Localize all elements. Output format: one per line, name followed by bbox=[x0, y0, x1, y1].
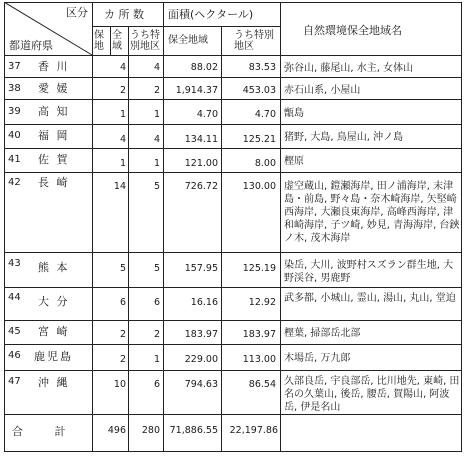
rule-row-42 bbox=[4, 172, 462, 173]
rule-total bbox=[4, 414, 462, 415]
row-toku: 5 bbox=[153, 181, 160, 192]
row-no: 39 bbox=[8, 106, 21, 117]
row-toku: 1 bbox=[153, 109, 160, 120]
row-hozen: 4.70 bbox=[196, 109, 218, 120]
row-no: 41 bbox=[8, 154, 21, 165]
row-hozen: 121.00 bbox=[184, 158, 218, 169]
header-names: 自然環境保全地域名 bbox=[303, 24, 402, 37]
row-pref: 福 岡 bbox=[38, 129, 70, 142]
row-zen: 5 bbox=[119, 263, 126, 274]
row-hozen: 88.02 bbox=[190, 62, 218, 73]
rule-row-38 bbox=[4, 77, 462, 78]
row-pref: 大 分 bbox=[38, 295, 70, 308]
row-pref: 鹿児島 bbox=[34, 350, 73, 363]
rule-bottom bbox=[4, 451, 462, 452]
header-count-tokubetsu: うち特別地区 bbox=[130, 30, 160, 52]
rule-row-41 bbox=[4, 148, 462, 149]
rule-row-45 bbox=[4, 320, 462, 321]
row-no: 43 bbox=[8, 258, 21, 269]
row-pref: 佐 賀 bbox=[38, 153, 70, 166]
row-pref: 香 川 bbox=[38, 60, 70, 73]
rule-row-39 bbox=[4, 99, 462, 100]
row-names: 弥谷山, 藤尾山, 水主, 女体山 bbox=[284, 63, 414, 74]
row-tokuarea: 12.92 bbox=[248, 297, 276, 308]
row-pref: 宮 崎 bbox=[38, 325, 70, 338]
row-zen: 6 bbox=[119, 297, 126, 308]
header-area-hozen: 保全地域 bbox=[168, 35, 208, 46]
header-kubun: 区分 bbox=[66, 6, 88, 19]
row-zen: 2 bbox=[119, 85, 126, 96]
row-no: 37 bbox=[8, 61, 21, 72]
row-tokuarea: 130.00 bbox=[242, 181, 276, 192]
row-zen: 1 bbox=[119, 158, 126, 169]
row-zen: 1 bbox=[119, 109, 126, 120]
header-count-hochi: 保地 bbox=[94, 30, 104, 52]
total-toku: 280 bbox=[141, 425, 160, 436]
row-no: 47 bbox=[8, 376, 21, 387]
row-tokuarea: 83.53 bbox=[248, 62, 276, 73]
row-hozen: 794.63 bbox=[184, 379, 218, 390]
row-tokuarea: 453.03 bbox=[242, 85, 276, 96]
header-count-group: カ 所 数 bbox=[104, 8, 144, 21]
rule-hozen bbox=[221, 26, 222, 452]
row-tokuarea: 125.21 bbox=[242, 134, 276, 145]
total-hozen: 71,886.55 bbox=[169, 425, 218, 436]
row-names: 猪野, 大島, 鳥屋山, 沖ノ島 bbox=[284, 132, 404, 143]
row-toku: 6 bbox=[153, 297, 160, 308]
row-toku: 2 bbox=[153, 85, 160, 96]
row-tokuarea: 113.00 bbox=[242, 354, 276, 365]
row-names: 赤石山系, 小屋山 bbox=[284, 85, 361, 96]
rule-count bbox=[163, 2, 164, 452]
row-toku: 4 bbox=[153, 62, 160, 73]
row-names: 久部良岳, 宇良部岳, 比川地先, 東崎, 田名の久葉山, 後岳, 腰岳, 賀陽山, 阿波岳, 伊是名山 bbox=[284, 376, 460, 413]
row-toku: 6 bbox=[153, 379, 160, 390]
rule-header-mid bbox=[92, 26, 281, 27]
row-names: 甑島 bbox=[284, 108, 304, 119]
row-tokuarea: 183.97 bbox=[242, 329, 276, 340]
row-hozen: 183.97 bbox=[184, 329, 218, 340]
row-names: 武多都, 小城山, 霊山, 湯山, 丸山, 堂迫 bbox=[284, 293, 456, 304]
rule-area bbox=[280, 2, 281, 452]
row-zen: 2 bbox=[119, 329, 126, 340]
row-hozen: 229.00 bbox=[184, 354, 218, 365]
row-hozen: 1,914.37 bbox=[175, 85, 218, 96]
row-no: 42 bbox=[8, 177, 21, 188]
row-pref: 長 崎 bbox=[38, 176, 70, 189]
total-label: 合 計 bbox=[12, 425, 80, 438]
rule-row-47 bbox=[4, 370, 462, 371]
rule-pref bbox=[92, 2, 93, 452]
row-names: 木場岳, 万九郎 bbox=[284, 353, 351, 364]
row-names: 虚空蔵山, 鎧瀬海岸, 田ノ浦海岸, 末津島・前島, 野々島・奈木崎海岸, 矢堅崎西海岸, 大瀬良東海岸, 高峰西海岸, 津和崎海岸, 子ツ崎, 妙見, 青海海岸, 台鋏ノ木, 茂木海岸 bbox=[284, 181, 460, 244]
row-pref: 熊 本 bbox=[38, 261, 70, 274]
total-tokuarea: 22,197.86 bbox=[229, 425, 278, 436]
row-hozen: 726.72 bbox=[184, 181, 218, 192]
row-no: 44 bbox=[8, 292, 21, 303]
row-no: 38 bbox=[8, 83, 21, 94]
row-toku: 5 bbox=[153, 263, 160, 274]
row-pref: 沖 縄 bbox=[38, 376, 70, 389]
row-tokuarea: 8.00 bbox=[254, 158, 276, 169]
row-toku: 2 bbox=[153, 329, 160, 340]
row-toku: 1 bbox=[153, 158, 160, 169]
row-no: 40 bbox=[8, 130, 21, 141]
row-zen: 14 bbox=[113, 181, 126, 192]
row-zen: 10 bbox=[113, 379, 126, 390]
rule-row-40 bbox=[4, 124, 462, 125]
row-toku: 1 bbox=[153, 354, 160, 365]
row-names: 樫原 bbox=[284, 156, 304, 167]
row-hozen: 16.16 bbox=[190, 297, 218, 308]
rule-left bbox=[4, 2, 5, 452]
row-zen: 4 bbox=[119, 134, 126, 145]
header-prefecture: 都道府県 bbox=[9, 39, 53, 52]
header-area-tokubetsu: うち特別地区 bbox=[234, 30, 274, 52]
header-area-group: 面積(ヘクタール) bbox=[168, 8, 254, 21]
row-hozen: 134.11 bbox=[184, 134, 218, 145]
header-count-zen: 全域 bbox=[112, 30, 122, 52]
row-no: 46 bbox=[8, 350, 21, 361]
rule-row-43 bbox=[4, 252, 462, 253]
rule-zen bbox=[128, 26, 129, 452]
row-tokuarea: 86.54 bbox=[248, 379, 276, 390]
row-zen: 2 bbox=[119, 354, 126, 365]
row-tokuarea: 125.19 bbox=[242, 263, 276, 274]
rule-row-46 bbox=[4, 344, 462, 345]
row-names: 染岳, 大川, 波野村スズラン群生地, 大野渓谷, 男鹿野 bbox=[284, 260, 454, 284]
row-toku: 4 bbox=[153, 134, 160, 145]
rule-hochi bbox=[110, 26, 111, 55]
row-tokuarea: 4.70 bbox=[254, 109, 276, 120]
row-zen: 4 bbox=[119, 62, 126, 73]
row-no: 45 bbox=[8, 326, 21, 337]
row-hozen: 157.95 bbox=[184, 263, 218, 274]
row-names: 樫葉, 掃部岳北部 bbox=[284, 328, 361, 339]
row-pref: 高 知 bbox=[38, 105, 70, 118]
rule-row-44 bbox=[4, 287, 462, 288]
row-pref: 愛 媛 bbox=[38, 82, 70, 95]
total-zen: 496 bbox=[107, 425, 126, 436]
